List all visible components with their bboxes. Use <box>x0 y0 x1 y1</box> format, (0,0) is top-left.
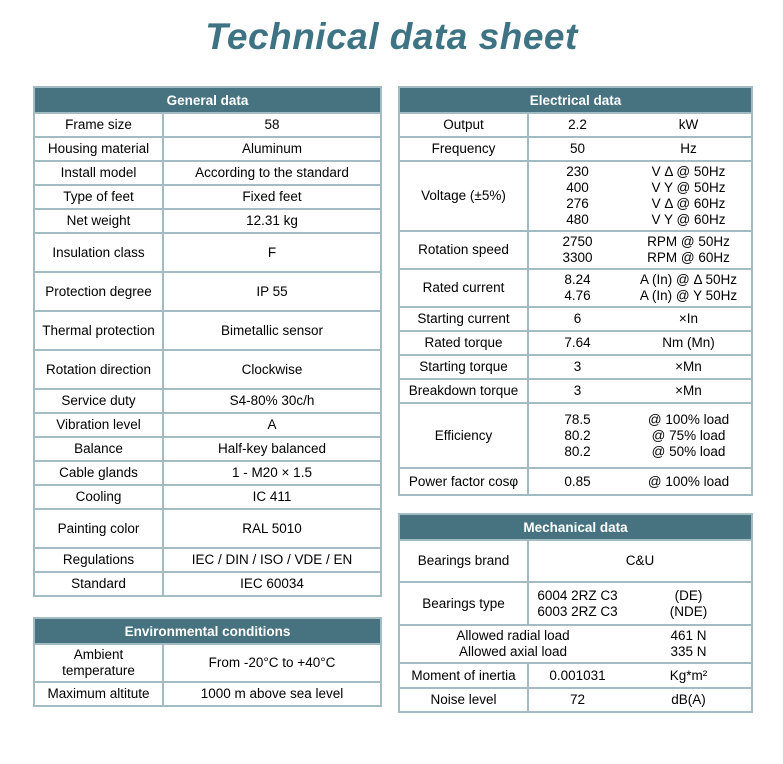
cell-line: Thermal protection <box>42 322 155 338</box>
cell-line: V Y @ 50Hz <box>651 180 726 195</box>
cell-line: Rated torque <box>424 335 503 350</box>
table-row <box>399 161 752 231</box>
row-value-cell <box>163 461 381 485</box>
row-value-cell <box>163 572 381 596</box>
row-unit-cell <box>626 468 752 495</box>
row-label-cell <box>34 233 163 272</box>
table-header-mechanical: Mechanical data <box>399 514 752 540</box>
electrical-data-table <box>398 86 753 496</box>
row-label-cell <box>34 413 163 437</box>
table-row <box>399 137 752 161</box>
general-data-table <box>33 86 382 597</box>
cell-line: IEC 60034 <box>240 576 304 591</box>
cell-line: (DE) <box>674 587 703 603</box>
cell-line: Standard <box>71 576 126 591</box>
row-label-cell <box>399 468 528 495</box>
row-label-cell <box>34 682 163 706</box>
cell-line: ×In <box>678 311 699 326</box>
cell-line: A <box>267 417 277 432</box>
cell-line: Voltage (±5%) <box>421 188 506 203</box>
cell-line: A (In) @ Δ 50Hz <box>639 272 737 287</box>
table-row <box>399 355 752 379</box>
row-value-cell <box>528 137 626 161</box>
cell-line: IEC / DIN / ISO / VDE / EN <box>191 552 353 567</box>
table-row <box>34 461 381 485</box>
cell-line: 58 <box>264 117 280 132</box>
row-label-cell <box>399 540 528 582</box>
cell-line: Nm (Mn) <box>662 335 715 350</box>
cell-line: Insulation class <box>52 244 145 260</box>
cell-line: V Δ @ 50Hz <box>651 164 726 179</box>
cell-line: Cooling <box>75 489 122 504</box>
table-row <box>399 688 752 712</box>
cell-line: Ambient temperature <box>62 647 135 678</box>
table-row <box>34 233 381 272</box>
table-row <box>34 644 381 682</box>
general-data-table-grid <box>33 86 382 597</box>
cell-line: Vibration level <box>56 417 141 432</box>
table-row <box>399 625 752 663</box>
row-unit-cell <box>626 307 752 331</box>
row-unit-cell <box>626 582 752 625</box>
cell-line: 1 - M20 × 1.5 <box>232 465 312 480</box>
cell-line: A (In) @ Y 50Hz <box>639 288 738 303</box>
cell-line: Rotation speed <box>418 242 509 257</box>
table-row <box>34 413 381 437</box>
table-row <box>34 437 381 461</box>
cell-line: Regulations <box>62 552 135 567</box>
cell-line: Kg*m² <box>669 667 708 683</box>
row-unit-cell <box>626 379 752 403</box>
cell-line: 6003 2RZ C3 <box>537 603 618 619</box>
cell-line: 6004 2RZ C3 <box>537 587 618 603</box>
cell-line: 12.31 kg <box>246 213 298 228</box>
table-row <box>34 311 381 350</box>
table-header-electrical: Electrical data <box>399 87 752 113</box>
table-row <box>34 272 381 311</box>
row-value-cell <box>163 389 381 413</box>
table-row <box>34 572 381 596</box>
mechanical-data-table-grid <box>398 513 753 713</box>
row-value-cell <box>528 161 626 231</box>
cell-line: Bimetallic sensor <box>220 322 324 338</box>
row-label-cell <box>399 582 528 625</box>
table-row <box>399 331 752 355</box>
row-label-cell <box>34 311 163 350</box>
row-label-cell <box>399 269 528 307</box>
cell-line: @ 75% load <box>651 427 726 443</box>
cell-line: From -20°C to +40°C <box>208 655 336 670</box>
row-label-cell <box>34 485 163 509</box>
cell-line: Painting color <box>57 520 140 536</box>
cell-line: 2.2 <box>568 117 587 132</box>
cell-line: S4-80% 30c/h <box>229 393 315 408</box>
table-row <box>34 113 381 137</box>
table-row <box>399 307 752 331</box>
cell-line: 3300 <box>562 250 593 265</box>
electrical-data-table-grid <box>398 86 753 496</box>
row-label-cell <box>399 403 528 468</box>
table-row <box>399 113 752 137</box>
cell-line: V Y @ 60Hz <box>651 212 726 227</box>
row-label-cell <box>399 625 626 663</box>
cell-line: RAL 5010 <box>242 520 302 536</box>
row-value-cell <box>528 113 626 137</box>
row-unit-cell <box>626 137 752 161</box>
row-value-cell <box>163 350 381 389</box>
row-label-cell <box>34 161 163 185</box>
cell-line: Balance <box>74 441 123 456</box>
row-unit-cell <box>626 269 752 307</box>
row-value-cell <box>528 269 626 307</box>
row-value-cell <box>528 307 626 331</box>
table-row <box>399 468 752 495</box>
cell-line: 230 <box>566 164 589 179</box>
cell-line: 3 <box>573 359 582 374</box>
cell-line: Power factor cosφ <box>408 473 519 489</box>
cell-line: ×Mn <box>675 383 702 398</box>
row-label-cell <box>399 331 528 355</box>
row-value-cell <box>163 209 381 233</box>
table-row <box>34 350 381 389</box>
table-row <box>34 682 381 706</box>
table-header-row <box>34 87 381 113</box>
row-value-cell <box>528 540 752 582</box>
table-row <box>399 582 752 625</box>
row-value-cell <box>163 113 381 137</box>
row-unit-cell <box>626 355 752 379</box>
row-label-cell <box>34 437 163 461</box>
row-label-cell <box>399 663 528 688</box>
cell-line: Output <box>443 117 484 132</box>
cell-line: Service duty <box>61 393 136 408</box>
row-value-cell <box>528 331 626 355</box>
cell-line: RPM @ 50Hz <box>647 234 730 249</box>
cell-line: @ 100% load <box>647 411 730 427</box>
row-value-cell <box>163 644 381 682</box>
row-value-cell <box>528 403 626 468</box>
cell-line: 7.64 <box>564 335 591 350</box>
cell-line: Install model <box>60 165 137 180</box>
cell-line: Hz <box>680 141 697 156</box>
cell-line: Breakdown torque <box>408 383 519 398</box>
row-value-cell <box>528 355 626 379</box>
table-row <box>399 403 752 468</box>
row-label-cell <box>34 137 163 161</box>
cell-line: 335 N <box>670 644 707 659</box>
cell-line: 0.85 <box>564 473 591 489</box>
cell-line: Bearings brand <box>417 553 510 568</box>
cell-line: Allowed radial load <box>456 628 570 643</box>
cell-line: V Δ @ 60Hz <box>651 196 726 211</box>
cell-line: RPM @ 60Hz <box>647 250 730 265</box>
cell-line: F <box>267 244 277 260</box>
page-title: Technical data sheet <box>205 16 578 57</box>
row-label-cell <box>399 379 528 403</box>
row-value-cell <box>163 509 381 548</box>
row-value-cell <box>163 437 381 461</box>
row-value-cell <box>528 379 626 403</box>
cell-line: Noise level <box>430 692 497 707</box>
cell-line: C&U <box>625 553 655 568</box>
row-label-cell <box>399 137 528 161</box>
row-label-cell <box>34 509 163 548</box>
cell-line: 6 <box>573 311 582 326</box>
table-row <box>34 161 381 185</box>
mechanical-data-table <box>398 513 753 713</box>
cell-line: 0.001031 <box>549 667 606 683</box>
row-value-cell <box>163 185 381 209</box>
row-value-cell <box>163 161 381 185</box>
table-header-general: General data <box>34 87 381 113</box>
row-unit-cell <box>626 161 752 231</box>
cell-line: 1000 m above sea level <box>200 686 344 701</box>
row-value-cell <box>163 233 381 272</box>
row-label-cell <box>34 548 163 572</box>
cell-line: 8.24 <box>564 272 591 287</box>
cell-line: Housing material <box>47 141 150 156</box>
cell-line: Moment of inertia <box>411 667 516 683</box>
table-header-row <box>399 514 752 540</box>
cell-line: Type of feet <box>63 189 134 204</box>
cell-line: 78.5 <box>564 411 591 427</box>
cell-line: IC 411 <box>252 489 292 504</box>
row-value-cell <box>163 311 381 350</box>
row-label-cell <box>34 185 163 209</box>
table-header-environmental: Environmental conditions <box>34 618 381 644</box>
cell-line: Frame size <box>65 117 132 132</box>
row-label-cell <box>399 355 528 379</box>
row-unit-cell <box>626 625 752 663</box>
cell-line: 480 <box>566 212 589 227</box>
row-value-cell <box>528 688 626 712</box>
cell-line: Protection degree <box>45 283 152 299</box>
table-header-row <box>34 618 381 644</box>
row-label-cell <box>34 209 163 233</box>
cell-line: Fixed feet <box>242 189 302 204</box>
row-unit-cell <box>626 403 752 468</box>
environmental-conditions-table-grid <box>33 617 382 707</box>
row-unit-cell <box>626 113 752 137</box>
table-row <box>34 509 381 548</box>
row-value-cell <box>163 548 381 572</box>
cell-line: 80.2 <box>564 427 591 443</box>
cell-line: 461 N <box>670 628 707 643</box>
cell-line: Bearings type <box>422 595 505 611</box>
cell-line: Net weight <box>66 213 131 228</box>
table-row <box>399 231 752 269</box>
row-unit-cell <box>626 331 752 355</box>
cell-line: Cable glands <box>59 465 138 480</box>
row-label-cell <box>399 161 528 231</box>
row-value-cell <box>163 137 381 161</box>
cell-line: kW <box>678 117 699 132</box>
cell-line: 276 <box>566 196 589 211</box>
cell-line: Clockwise <box>241 361 303 377</box>
row-unit-cell <box>626 663 752 688</box>
cell-line: 2750 <box>562 234 593 249</box>
row-value-cell <box>528 582 626 625</box>
cell-line: Starting current <box>417 311 510 326</box>
table-row <box>34 485 381 509</box>
table-row <box>34 137 381 161</box>
cell-line: IP 55 <box>256 283 288 299</box>
table-row <box>34 209 381 233</box>
row-unit-cell <box>626 231 752 269</box>
environmental-conditions-table <box>33 617 382 707</box>
cell-line: 3 <box>573 383 582 398</box>
cell-line: (NDE) <box>669 603 708 619</box>
table-row <box>34 185 381 209</box>
table-row <box>34 389 381 413</box>
row-label-cell <box>34 461 163 485</box>
cell-line: Starting torque <box>419 359 508 374</box>
row-label-cell <box>34 350 163 389</box>
cell-line: @ 50% load <box>651 443 726 459</box>
row-value-cell <box>528 468 626 495</box>
row-label-cell <box>34 572 163 596</box>
row-value-cell <box>528 663 626 688</box>
cell-line: Rotation direction <box>45 361 152 377</box>
row-label-cell <box>399 688 528 712</box>
row-label-cell <box>34 113 163 137</box>
row-label-cell <box>34 389 163 413</box>
row-value-cell <box>163 682 381 706</box>
cell-line: Efficiency <box>434 427 493 443</box>
cell-line: Rated current <box>422 280 505 295</box>
cell-line: 72 <box>569 692 586 707</box>
table-header-row <box>399 87 752 113</box>
table-row <box>399 663 752 688</box>
cell-line: 400 <box>566 180 589 195</box>
cell-line: dB(A) <box>671 692 706 707</box>
row-value-cell <box>163 272 381 311</box>
cell-line: 50 <box>569 141 586 156</box>
cell-line: Frequency <box>431 141 496 156</box>
cell-line: Allowed axial load <box>458 644 568 659</box>
row-value-cell <box>163 413 381 437</box>
row-label-cell <box>399 113 528 137</box>
cell-line: According to the standard <box>195 165 349 180</box>
cell-line: 80.2 <box>564 443 591 459</box>
cell-line: 4.76 <box>564 288 591 303</box>
row-label-cell <box>399 307 528 331</box>
cell-line: @ 100% load <box>647 473 730 489</box>
row-value-cell <box>528 231 626 269</box>
row-label-cell <box>399 231 528 269</box>
row-value-cell <box>163 485 381 509</box>
cell-line: Maximum altitute <box>47 686 150 701</box>
table-row <box>399 269 752 307</box>
table-row <box>399 540 752 582</box>
table-row <box>34 548 381 572</box>
cell-line: Half-key balanced <box>217 441 327 456</box>
cell-line: Aluminum <box>241 141 303 156</box>
row-unit-cell <box>626 688 752 712</box>
table-row <box>399 379 752 403</box>
row-label-cell <box>34 272 163 311</box>
cell-line: ×Mn <box>675 359 702 374</box>
row-label-cell <box>34 644 163 682</box>
